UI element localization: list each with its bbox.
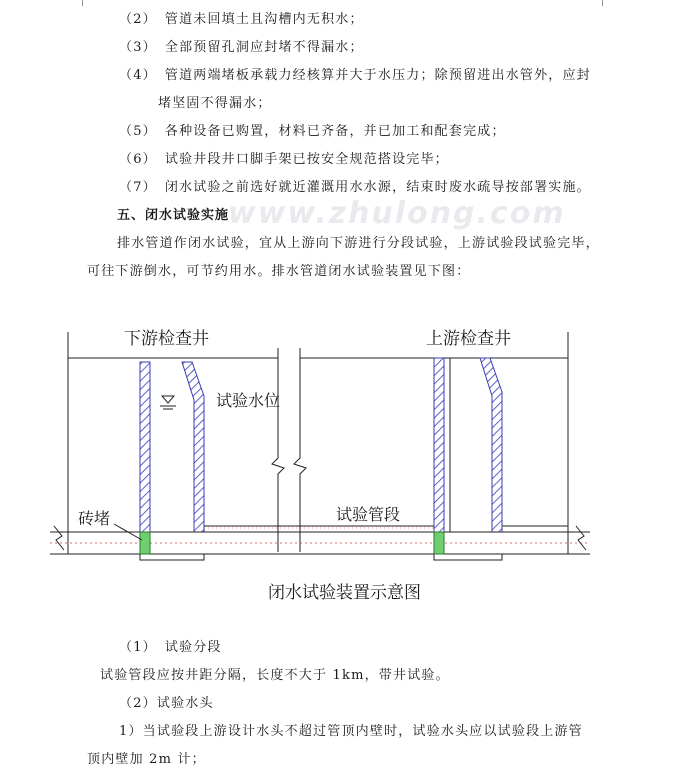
item-number: （5）: [119, 124, 157, 139]
paragraph-line: 排水管道作闭水试验，宜从上游向下游进行分段试验，上游试验段试验完毕，: [117, 236, 600, 251]
closed-water-test-diagram: [50, 318, 590, 608]
label-pipe-section: 试验管段: [336, 505, 401, 524]
brick-plug-downstream: [140, 532, 150, 554]
item-text: 全部预留孔洞应封堵不得漏水；: [164, 40, 364, 55]
downstream-wall-right: [182, 362, 204, 532]
label-water-level: 试验水位: [216, 391, 281, 410]
paragraph-line: 顶内壁加 2m 计；: [87, 752, 206, 767]
item-text: 试验井段井口脚手架已按安全规范搭设完毕；: [164, 152, 449, 167]
upstream-wall-left: [434, 358, 444, 532]
subsection-title: （2）试验水头: [119, 696, 214, 711]
item-number: （3）: [119, 40, 157, 55]
upstream-wall-right: [480, 358, 502, 532]
upstream-base: [434, 554, 502, 560]
list-item: [119, 176, 591, 195]
item-number: （2）: [119, 12, 157, 27]
subsection-label: 试验分段: [164, 640, 222, 655]
downstream-base: [140, 554, 204, 560]
break-line-right: [294, 348, 306, 552]
label-upstream-manhole: 上游检查井: [426, 329, 511, 349]
list-item: [119, 8, 364, 27]
list-item: [119, 148, 449, 167]
water-level-symbol: [160, 396, 176, 409]
paragraph-line: 试验管段应按井距分隔，长度不大于 1km，带井试验。: [100, 668, 450, 683]
item-text: 管道两端堵板承载力经核算并大于水压力；除预留进出水管外，应封: [164, 68, 591, 83]
watermark: www.zhulong.com: [228, 196, 566, 231]
list-item-continuation: 堵坚固不得漏水；: [158, 96, 272, 111]
brick-plug-upstream: [434, 532, 444, 554]
label-brick-plug: 砖堵: [78, 509, 111, 528]
paragraph-line: 1）当试验段上游设计水头不超过管顶内壁时，试验水头应以试验段上游管: [119, 724, 583, 739]
item-text: 闭水试验之前选好就近灌溉用水水源，结束时废水疏导按部署实施。: [164, 180, 591, 195]
item-text: 管道未回填土且沟槽内无积水；: [164, 12, 364, 27]
item-number: （7）: [119, 180, 157, 195]
paragraph-line: 可往下游倒水，可节约用水。排水管道闭水试验装置见下图：: [87, 264, 471, 279]
section-heading: 五、闭水试验实施: [117, 208, 230, 223]
margin-mark-right: [602, 0, 617, 6]
break-line-left: [272, 348, 284, 552]
list-item: [119, 64, 591, 83]
item-number: （6）: [119, 152, 157, 167]
list-item: [119, 120, 506, 139]
list-item: [119, 36, 364, 55]
label-downstream-manhole: 下游检查井: [124, 329, 209, 349]
downstream-wall-left: [140, 362, 150, 542]
item-number: （4）: [119, 68, 157, 83]
diagram-caption: 闭水试验装置示意图: [268, 583, 421, 603]
subsection-title: [119, 636, 222, 655]
margin-mark-left: [68, 0, 83, 6]
subsection-number: （1）: [119, 640, 157, 655]
item-text: 各种设备已购置，材料已齐备，并已加工和配套完成；: [164, 124, 506, 139]
